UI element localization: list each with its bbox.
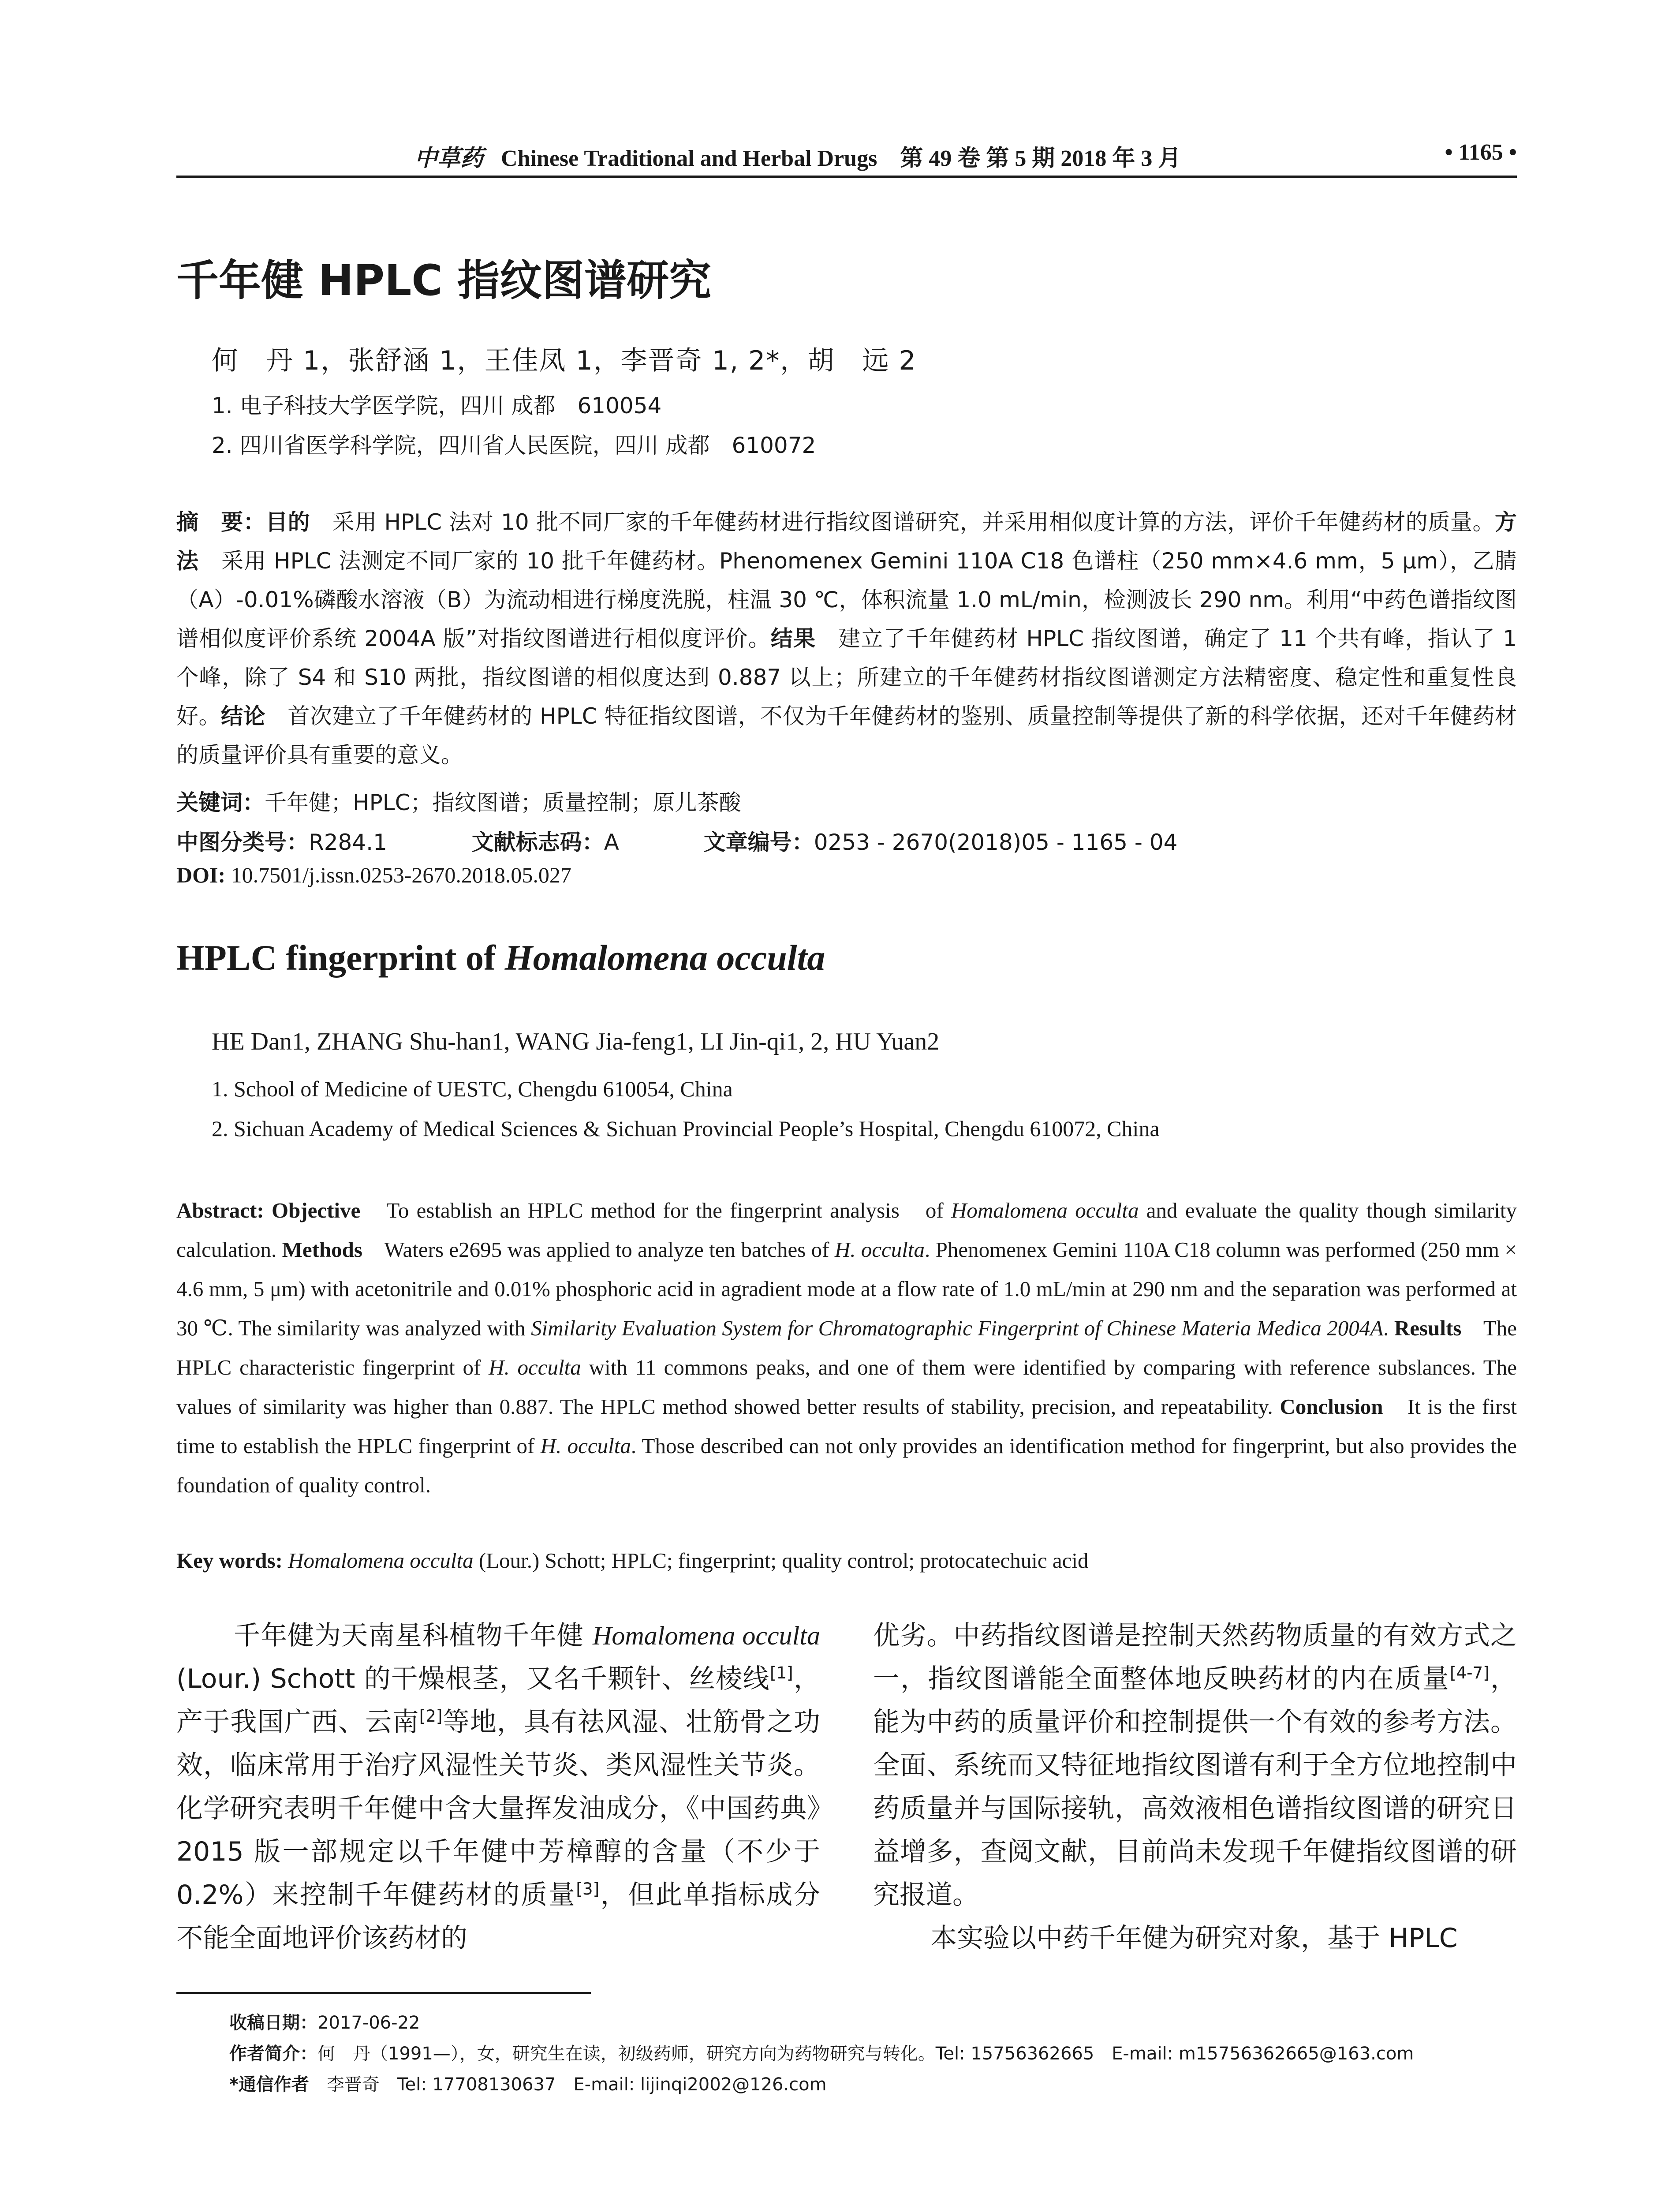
- en-keywords-text: (Lour.) Schott; HPLC; fingerprint; quality control; protocatechuic acid: [473, 1548, 1089, 1573]
- en-methods-text: Waters e2695 was applied to analyze ten batches of: [362, 1237, 835, 1262]
- doi-label: DOI:: [176, 863, 226, 887]
- citation-ref[interactable]: [4-7]: [1449, 1663, 1490, 1682]
- footnote-corresponding: [229, 2070, 827, 2096]
- en-objective-text: To establish an HPLC method for the fingerprint analysis of: [360, 1198, 951, 1222]
- en-conclusion-label: Conclusion: [1280, 1394, 1383, 1419]
- citation-ref[interactable]: [1]: [769, 1663, 793, 1682]
- body-text: 等地，具有祛风湿、壮筋骨之功效，临床常用于治疗风湿性关节炎、类风湿性关节炎。化学研究表明千年健中含大量挥发油成分，《中国药典》2015 版一部规定以千年健中芳樟醇的含量（不少于 0.2%）来控制千年健药材的质量: [176, 1707, 820, 1910]
- clc-label: 中图分类号：: [176, 830, 309, 855]
- objective-label: 目的: [265, 509, 310, 535]
- objective-text: 采用 HPLC 法对 10 批不同厂家的千年健药材进行指纹图谱研究，并采用相似度计算的方法，评价千年健药材的质量。: [310, 509, 1495, 535]
- header-rule: [176, 176, 1517, 178]
- article-no-label: 文章编号：: [703, 830, 814, 855]
- en-methods-label: Methods: [282, 1237, 362, 1262]
- body-text: (Lour.) Schott 的干燥根茎，又名千颗针、丝棱线: [176, 1663, 770, 1694]
- english-abstract: [176, 1191, 1517, 1505]
- footnote-received: [229, 2009, 420, 2034]
- en-species-abbrev: H. occulta: [540, 1434, 631, 1458]
- corresponding-label: *通信作者: [229, 2074, 309, 2095]
- received-date: 2017-06-22: [317, 2013, 420, 2033]
- keywords-label: 关键词：: [176, 790, 265, 815]
- chinese-abstract: [176, 503, 1517, 774]
- chinese-authors: 何 丹 1，张舒涵 1，王佳凤 1，李晋奇 1, 2*，胡 远 2: [212, 345, 917, 376]
- english-affiliation-1: 1. School of Medicine of UESTC, Chengdu 610054, China: [212, 1076, 733, 1101]
- english-title-species: Homalomena occulta: [504, 938, 825, 978]
- chinese-keywords: [176, 785, 741, 817]
- body-text: 千年健为天南星科植物千年健: [234, 1620, 593, 1651]
- citation-ref[interactable]: [3]: [576, 1879, 600, 1899]
- en-keywords-label: Key words:: [176, 1548, 283, 1573]
- chinese-title: 千年健 HPLC 指纹图谱研究: [176, 256, 712, 305]
- chinese-affiliation-1: 1. 电子科技大学医学院，四川 成都 610054: [212, 393, 662, 419]
- species-name: Homalomena occulta: [593, 1621, 820, 1650]
- received-label: 收稿日期：: [229, 2013, 317, 2033]
- running-header: [176, 139, 1517, 173]
- footnote-rule: [176, 1992, 591, 1994]
- english-affiliation-2: 2. Sichuan Academy of Medical Sciences & Sichuan Provincial People’s Hospital, Chengdu 610072, China: [212, 1116, 1160, 1141]
- body-column-right: [873, 1614, 1517, 1960]
- page-number: • 1165 •: [1445, 140, 1517, 165]
- en-objective-text-2: and evaluate the quality though similarity calculation.: [176, 1198, 1517, 1262]
- abstract-label: 摘 要：: [176, 509, 266, 535]
- body-text: ，能为中药的质量评价和控制提供一个有效的参考方法。全面、系统而又特征地指纹图谱有利于全方位地控制中药质量并与国际接轨，高效液相色谱指纹图谱的研究日益增多，查阅文献，目前尚未发现千年健指纹图谱的研究报道。: [873, 1663, 1517, 1910]
- article-no-value: 0253 - 2670(2018)05 - 1165 - 04: [814, 830, 1178, 855]
- method-text: 采用 HPLC 法测定不同厂家的 10 批千年健药材。Phenomenex Gemini 110A C18 色谱柱（250 mm×4.6 mm，5 μm），乙腈（A）-0.01%磷酸水溶液（B）为流动相进行梯度洗脱，柱温 30 ℃，体积流量 1.0 mL/min，检测波长 290 nm。利用“中药色谱指纹图谱相似度评价系统 2004A 版”对指纹图谱进行相似度评价。: [176, 548, 1517, 651]
- body-text: ，产于我国广西、云南: [176, 1663, 820, 1738]
- corresponding-info: 李晋奇 Tel: 17708130637 E-mail: lijinqi2002@126.com: [309, 2074, 827, 2095]
- result-text: 建立了千年健药材 HPLC 指纹图谱，确定了 11 个共有峰，指认了 1 个峰，除了 S4 和 S10 两批，指纹图谱的相似度达到 0.887 以上；所建立的千年健药材指纹图谱测定方法精密度、稳定性和重复性良好。: [176, 626, 1517, 729]
- journal-logo: 中草药: [414, 145, 484, 172]
- en-results-label: Results: [1394, 1316, 1462, 1340]
- conclusion-text: 首次建立了千年健药材的 HPLC 特征指纹图谱，不仅为千年健药材的鉴别、质量控制等提供了新的科学依据，还对千年健药材的质量评价具有重要的意义。: [176, 703, 1517, 768]
- english-title-text: HPLC fingerprint of: [176, 938, 505, 978]
- en-species-abbrev: H. occulta: [834, 1237, 925, 1262]
- en-keywords-species: Homalomena occulta: [282, 1548, 474, 1573]
- doc-code-label: 文献标志码：: [471, 830, 604, 855]
- en-conclusion-text: It is the first time to establish the HPLC fingerprint of: [176, 1394, 1517, 1458]
- doi-value: 10.7501/j.issn.0253-2670.2018.05.027: [225, 863, 571, 887]
- journal-header: [414, 139, 1181, 172]
- author-bio-label: 作者简介：: [229, 2044, 317, 2064]
- body-text: 优劣。中药指纹图谱是控制天然药物质量的有效方式之一，指纹图谱能全面整体地反映药材的内在质量: [873, 1620, 1517, 1694]
- body-text: ，但此单指标成分不能全面地评价该药材的: [176, 1880, 820, 1954]
- footnote-author: [229, 2040, 1414, 2065]
- en-species-name: Homalomena occulta: [951, 1198, 1139, 1222]
- english-keywords: [176, 1548, 1088, 1573]
- method-label: 方法: [176, 509, 1517, 574]
- clc-value: R284.1: [309, 830, 387, 855]
- result-label: 结果: [770, 626, 816, 651]
- en-methods-text-3: .: [1383, 1316, 1394, 1340]
- en-methods-text-2: . Phenomenex Gemini 110A C18 column was performed (250 mm × 4.6 mm, 5 μm) with acetonitrile and 0.01% phosphoric acid in agradient mode at a flow rate of 1.0 mL/min at 290 nm and the separation was performed at 30 ℃. The similarity was analyzed with: [176, 1237, 1517, 1340]
- en-results-text-2: with 11 commons peaks, and one of them were identified by comparing with reference subslances. The values of similarity was higher than 0.887. The HPLC method showed better results of stability, precision, and repeatability.: [176, 1355, 1517, 1419]
- english-title: [176, 937, 825, 979]
- doc-code-value: A: [604, 830, 619, 855]
- body-paragraph-2: 本实验以中药千年健为研究对象，基于 HPLC: [930, 1923, 1458, 1954]
- en-objective-label: Objective: [271, 1198, 361, 1222]
- chinese-affiliation-2: 2. 四川省医学科学院，四川省人民医院，四川 成都 610072: [212, 433, 816, 458]
- journal-line: Chinese Traditional and Herbal Drugs 第 49 卷 第 5 期 2018 年 3 月: [501, 146, 1181, 171]
- en-conclusion-text-2: . Those described can not only provides an identification method for fingerprint, but also provides the foundation of quality control.: [176, 1434, 1517, 1497]
- author-bio: 何 丹（1991—），女，研究生在读，初级药师，研究方向为药物研究与转化。Tel: 15756362665 E-mail: m15756362665@163.com: [317, 2044, 1414, 2064]
- en-species-abbrev: H. occulta: [489, 1355, 581, 1379]
- keywords-text: 千年健；HPLC；指纹图谱；质量控制；原儿茶酸: [265, 790, 741, 815]
- body-column-left: [176, 1614, 820, 1960]
- english-authors: HE Dan1, ZHANG Shu-han1, WANG Jia-feng1, LI Jin-qi1, 2, HU Yuan2: [212, 1028, 940, 1055]
- en-results-text: The HPLC characteristic fingerprint of: [176, 1316, 1517, 1379]
- en-abstract-label: Abstract:: [176, 1198, 264, 1222]
- doi-line: [176, 862, 571, 888]
- classification-line: [176, 825, 1177, 856]
- conclusion-label: 结论: [220, 703, 265, 729]
- citation-ref[interactable]: [2]: [419, 1706, 443, 1726]
- en-software-name: Similarity Evaluation System for Chromatographic Fingerprint of Chinese Materia Medica 2004A: [531, 1316, 1384, 1340]
